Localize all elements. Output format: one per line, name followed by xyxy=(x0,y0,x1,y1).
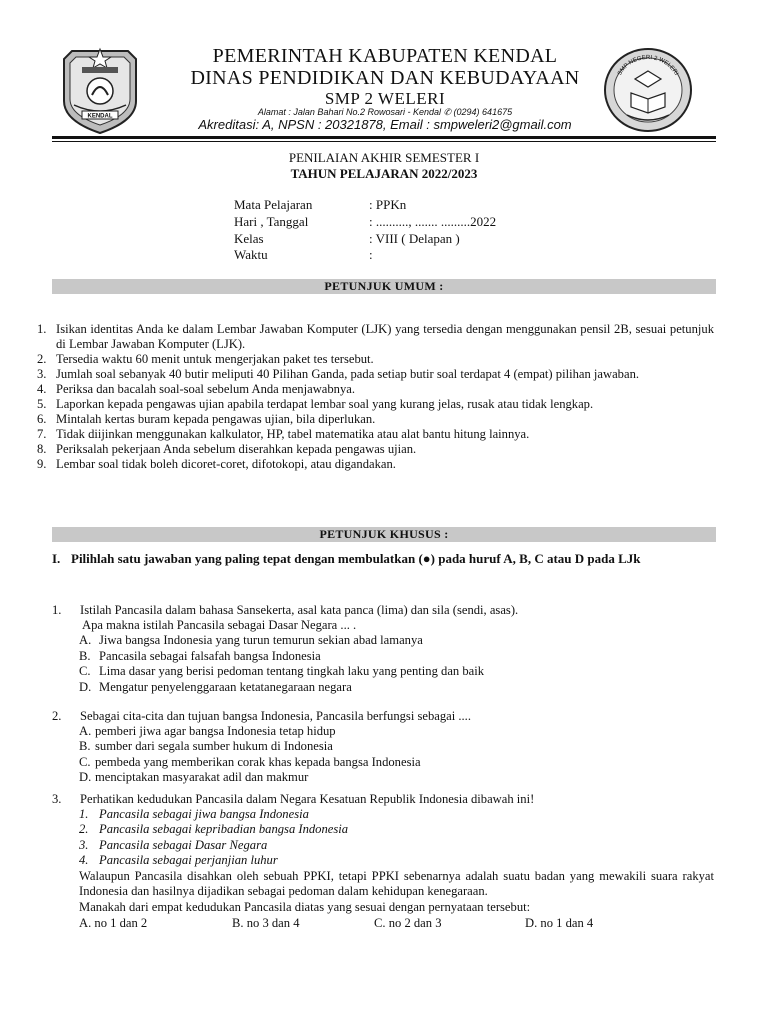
answer-option: C. no 2 dan 3 xyxy=(374,916,442,930)
option-text: Mengatur penyelenggaraan ketatanegaraan negara xyxy=(99,680,352,694)
statement-number: 4. xyxy=(79,853,89,867)
question-text: Perhatikan kedudukan Pancasila dalam Negara Kesatuan Republik Indonesia dibawah ini! xyxy=(80,792,535,806)
list-item-text: Laporkan kepada pengawas ujian apabila terdapat lembar soal yang kurang jelas, rusak atau tidak lengkap. xyxy=(56,397,594,411)
answer-option xyxy=(79,755,421,770)
list-item xyxy=(37,457,714,472)
list-item xyxy=(37,397,714,412)
question-number: 1. xyxy=(52,603,62,617)
statement-item xyxy=(79,807,309,822)
option-letter: C. xyxy=(79,755,91,769)
option-text: pemberi jiwa agar bangsa Indonesia tetap hidup xyxy=(95,724,336,738)
answer-option: A. no 1 dan 2 xyxy=(79,916,148,930)
question-paragraph: Walaupun Pancasila disahkan oleh sebuah PPKI, tetapi PPKI sebenarnya adalah suatu badan yang mewakili suara rakyat Indonesia dan hasilnya dijadikan sebagai pedoman dalam kehidupan kenegaraan. xyxy=(79,869,714,899)
answer-option xyxy=(79,633,423,648)
answer-option: B. no 3 dan 4 xyxy=(232,916,300,930)
general-instructions-heading: PETUNJUK UMUM : xyxy=(52,279,716,294)
answer-option xyxy=(79,649,321,664)
list-item xyxy=(37,442,714,457)
list-item-text: Jumlah soal sebanyak 40 butir meliputi 40 Pilihan Ganda, pada setiap butir soal terdapat 4 (empat) pilihan jawaban. xyxy=(56,367,640,381)
info-label: Mata Pelajaran xyxy=(234,197,313,212)
option-letter: D. xyxy=(79,680,92,694)
letterhead-line-2: DINAS PENDIDIKAN DAN KEBUDAYAAN xyxy=(190,67,580,89)
list-item xyxy=(37,352,714,367)
info-value: : VIII ( Delapan ) xyxy=(369,231,460,246)
info-label: Hari , Tanggal xyxy=(234,214,309,229)
question-prompt: Manakah dari empat kedudukan Pancasila diatas yang sesuai dengan pernyataan tersebut: xyxy=(79,900,531,914)
option-text: Jiwa bangsa Indonesia yang turun temurun sekian abad lamanya xyxy=(99,633,423,647)
exam-title: PENILAIAN AKHIR SEMESTER I xyxy=(288,150,480,165)
list-item-number: 4. xyxy=(37,382,47,396)
letterhead-divider-thin xyxy=(52,141,716,142)
statement-number: 3. xyxy=(79,838,89,852)
statement-item xyxy=(79,822,348,837)
info-label: Kelas xyxy=(234,231,264,246)
list-item-number: 7. xyxy=(37,427,47,441)
list-item-text: Isikan identitas Anda ke dalam Lembar Jawaban Komputer (LJK) yang tersedia dengan menggunakan pensil 2B, sesuai petunjuk di Lembar Jawaban Komputer (LJK). xyxy=(56,322,714,351)
statement-number: 1. xyxy=(79,807,89,821)
question-text: Sebagai cita-cita dan tujuan bangsa Indonesia, Pancasila berfungsi sebagai .... xyxy=(80,709,471,723)
info-label: Waktu xyxy=(234,247,268,262)
question-text: Apa makna istilah Pancasila sebagai Dasar Negara ... . xyxy=(82,618,357,632)
list-item xyxy=(37,367,714,382)
general-instructions-list xyxy=(37,322,714,472)
letterhead-line-1: PEMERINTAH KABUPATEN KENDAL xyxy=(212,45,558,67)
list-item-number: 8. xyxy=(37,442,47,456)
letterhead-school-name: SMP 2 WELERI xyxy=(324,89,446,108)
option-text: sumber dari segala sumber hukum di Indonesia xyxy=(95,739,333,753)
statement-text: Pancasila sebagai jiwa bangsa Indonesia xyxy=(99,807,309,821)
option-letter: C. xyxy=(79,664,91,678)
question-number: 3. xyxy=(52,792,62,806)
info-value: : .........., ....... .........2022 xyxy=(369,214,497,229)
option-text: Lima dasar yang berisi pedoman tentang tingkah laku yang penting dan baik xyxy=(99,664,485,678)
answer-option xyxy=(79,770,308,785)
option-letter: B. xyxy=(79,739,91,753)
section-number: I. xyxy=(52,551,61,566)
info-value: : xyxy=(369,247,373,262)
list-item xyxy=(37,427,714,442)
list-item-text: Tersedia waktu 60 menit untuk mengerjakan paket tes tersebut. xyxy=(56,352,374,366)
letterhead-divider-thick xyxy=(52,136,716,139)
answer-option xyxy=(79,664,484,679)
statement-number: 2. xyxy=(79,822,89,836)
letterhead-address: Alamat : Jalan Bahari No.2 Rowosari - Kendal ✆ (0294) 641675 xyxy=(257,107,513,117)
special-instructions-heading: PETUNJUK KHUSUS : xyxy=(52,527,716,542)
letterhead-accreditation: Akreditasi: A, NPSN : 20321878, Email : smpweleri2@gmail.com xyxy=(198,117,572,132)
list-item-number: 5. xyxy=(37,397,47,411)
section-text: Pilihlah satu jawaban yang paling tepat dengan membulatkan (●) pada huruf A, B, C atau D pada LJk xyxy=(71,551,641,566)
list-item xyxy=(37,322,714,352)
exam-year: TAHUN PELAJARAN 2022/2023 xyxy=(290,166,478,181)
list-item-number: 3. xyxy=(37,367,47,381)
answer-option xyxy=(79,724,336,739)
list-item-text: Periksa dan bacalah soal-soal sebelum Anda menjawabnya. xyxy=(56,382,356,396)
option-letter: B. xyxy=(79,649,91,663)
list-item-number: 2. xyxy=(37,352,47,366)
kendal-regency-logo xyxy=(52,45,148,135)
statement-item xyxy=(79,838,267,853)
statement-text: Pancasila sebagai perjanjian luhur xyxy=(99,853,278,867)
question-number: 2. xyxy=(52,709,62,723)
logo-left-label: KENDAL xyxy=(87,113,113,120)
answer-option xyxy=(79,680,352,695)
list-item-number: 6. xyxy=(37,412,47,426)
statement-text: Pancasila sebagai Dasar Negara xyxy=(99,838,268,852)
list-item-text: Lembar soal tidak boleh dicoret-coret, difotokopi, atau digandakan. xyxy=(56,457,396,471)
option-letter: A. xyxy=(79,724,92,738)
option-text: Pancasila sebagai falsafah bangsa Indonesia xyxy=(99,649,321,663)
option-text: pembeda yang memberikan corak khas kepada bangsa Indonesia xyxy=(95,755,421,769)
statement-item xyxy=(79,853,278,868)
logo-right-label: SMP NEGERI 2 WELERI xyxy=(617,54,679,77)
answer-option xyxy=(79,739,333,754)
list-item-text: Tidak diijinkan menggunakan kalkulator, HP, tabel matematika atau alat bantu hitung lainnya. xyxy=(56,427,530,441)
option-text: menciptakan masyarakat adil dan makmur xyxy=(95,770,309,784)
list-item-text: Periksalah pekerjaan Anda sebelum diserahkan kepada pengawas ujian. xyxy=(56,442,417,456)
list-item xyxy=(37,382,714,397)
section-instruction xyxy=(52,550,714,567)
statement-text: Pancasila sebagai kepribadian bangsa Indonesia xyxy=(99,822,349,836)
option-letter: D. xyxy=(79,770,92,784)
option-letter: A. xyxy=(79,633,92,647)
question-text: Istilah Pancasila dalam bahasa Sansekerta, asal kata panca (lima) dan sila (sendi, asas). xyxy=(80,603,519,617)
info-value: : PPKn xyxy=(369,197,407,212)
answer-option: D. no 1 dan 4 xyxy=(525,916,594,930)
list-item-text: Mintalah kertas buram kepada pengawas ujian, bila diperlukan. xyxy=(56,412,376,426)
list-item-number: 9. xyxy=(37,457,47,471)
list-item-number: 1. xyxy=(37,322,47,336)
list-item xyxy=(37,412,714,427)
